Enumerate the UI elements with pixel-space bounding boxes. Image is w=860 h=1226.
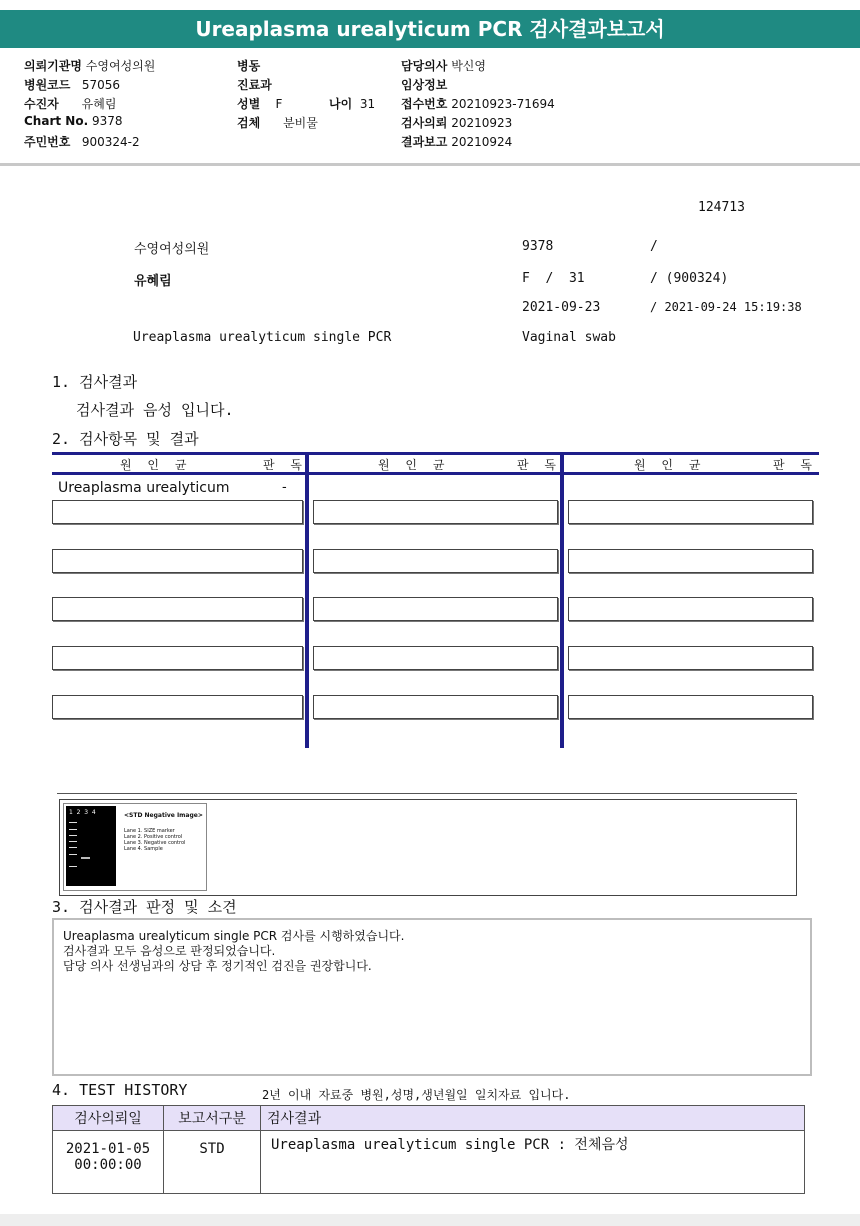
label-hospital-code: 병원코드: [24, 78, 71, 92]
gel-lane-1: Lane 1. SIZE marker: [124, 828, 175, 834]
value-resident-no: 900324-2: [81, 135, 140, 149]
value-sex: F: [275, 97, 283, 111]
info-name: 유혜림: [134, 274, 172, 289]
header-bacteria-3: 원 인 균: [634, 458, 707, 472]
history-date: 2021-01-05: [65, 1141, 151, 1157]
result-cell: [568, 500, 813, 524]
header-judge-1: 판 독: [263, 458, 308, 472]
label-specimen: 검체: [237, 116, 261, 130]
gel-title: <STD Negative Image>: [124, 812, 203, 819]
history-type: STD: [164, 1131, 261, 1194]
label-department: 진료과: [237, 78, 272, 92]
label-hospital: 의뢰기관명: [24, 59, 82, 73]
header-col3: [401, 57, 661, 152]
info-hospital: 수영여성의원: [134, 242, 210, 257]
label-chart-no: Chart No.: [24, 114, 89, 128]
table-divider-1: [305, 452, 309, 748]
value-age: 31: [359, 97, 376, 111]
opinion-line-2: 검사결과 모두 음성으로 판정되었습니다.: [63, 944, 276, 958]
section-3-title: 3. 검사결과 판정 및 소견: [52, 898, 237, 916]
opinion-line-3: 담당 의사 선생님과의 상담 후 정기적인 검진을 권장합니다.: [63, 959, 372, 973]
value-report-date: 20210924: [451, 135, 513, 149]
table-divider-2: [560, 452, 564, 748]
label-request-date: 검사의뢰: [401, 116, 448, 130]
header-col2: [237, 57, 397, 133]
header-bacteria-1: 원 인 균: [120, 458, 193, 472]
header-judge-2: 판 독: [517, 458, 562, 472]
history-table: [52, 1105, 805, 1194]
result-cell: [568, 597, 813, 621]
history-header-type: 보고서구분: [164, 1106, 261, 1131]
value-request-date: 20210923: [451, 116, 513, 130]
result-cell: [313, 549, 558, 573]
label-age: 나이: [329, 97, 353, 111]
section-2-title: 2. 검사항목 및 결과: [52, 430, 199, 448]
info-birth: / (900324): [650, 271, 729, 286]
header-divider: [0, 163, 860, 166]
label-doctor: 담당의사: [401, 59, 448, 73]
result-cell: [313, 597, 558, 621]
value-hospital-code: 57056: [81, 78, 121, 92]
value-chart-no: 9378: [91, 114, 123, 128]
result-cell: [313, 646, 558, 670]
result-cell: [568, 695, 813, 719]
result-bacteria-name: Ureaplasma urealyticum: [58, 480, 230, 496]
info-request-date: 2021-09-23: [522, 300, 601, 315]
result-cell: [568, 549, 813, 573]
gel-divider: [57, 793, 797, 794]
section-1-text: 검사결과 음성 입니다.: [76, 401, 234, 419]
gel-lane-3: Lane 3. Negative control: [124, 840, 186, 846]
info-specimen: Vaginal swab: [522, 330, 616, 345]
opinion-box: [52, 918, 812, 1076]
result-cell: [313, 500, 558, 524]
info-test-name: Ureaplasma urealyticum single PCR: [133, 330, 392, 345]
value-hospital: 수영여성의원: [85, 59, 156, 73]
footer-bar: [0, 1214, 860, 1226]
value-doctor: 박신영: [451, 59, 486, 73]
history-time: 00:00:00: [74, 1157, 142, 1173]
label-sex: 성별: [237, 97, 261, 111]
value-specimen: 분비물: [283, 116, 318, 130]
label-report-date: 결과보고: [401, 135, 448, 149]
header-judge-3: 판 독: [773, 458, 818, 472]
header-col1: [24, 57, 224, 152]
gel-legend: [124, 828, 185, 852]
table-row: [53, 1131, 805, 1194]
label-clinical-info: 임상정보: [401, 78, 448, 92]
history-result: Ureaplasma urealyticum single PCR : 전체음성: [261, 1131, 805, 1194]
result-cell: [313, 695, 558, 719]
gel-lane-2: Lane 2. Positive control: [124, 834, 183, 840]
table-top-border: [52, 452, 819, 455]
result-cell: [52, 695, 303, 719]
result-cell: [52, 549, 303, 573]
info-chart: 9378: [522, 239, 554, 254]
result-cell: [568, 646, 813, 670]
info-report-date: / 2021-09-24 15:19:38: [650, 300, 802, 314]
gel-lane-numbers: 1 2 3 4: [69, 809, 96, 816]
info-slash: /: [650, 239, 658, 254]
history-note: 2년 이내 자료중 병원,성명,생년월일 일치자료 입니다.: [262, 1088, 571, 1102]
opinion-line-1: Ureaplasma urealyticum single PCR 검사를 시행하였습니다.: [63, 929, 405, 943]
result-cell: [52, 597, 303, 621]
report-code: 124713: [698, 200, 745, 215]
result-judgement: -: [282, 480, 287, 495]
label-receipt-no: 접수번호: [401, 97, 448, 111]
result-cell: [52, 646, 303, 670]
value-receipt-no: 20210923-71694: [451, 97, 555, 111]
header-bacteria-2: 원 인 균: [378, 458, 451, 472]
gel-image: [66, 806, 116, 886]
report-title: Ureaplasma urealyticum PCR 검사결과보고서: [0, 10, 860, 48]
label-patient: 수진자: [24, 97, 59, 111]
label-resident-no: 주민번호: [24, 135, 71, 149]
history-header-date: 검사의뢰일: [53, 1106, 164, 1131]
value-patient: 유혜림: [81, 97, 117, 111]
section-4-title: 4. TEST HISTORY: [52, 1081, 188, 1099]
result-cell: [52, 500, 303, 524]
history-header-result: 검사결과: [261, 1106, 805, 1131]
label-ward: 병동: [237, 59, 261, 73]
section-1-title: 1. 검사결과: [52, 373, 138, 391]
gel-lane-4: Lane 4. Sample: [124, 846, 163, 852]
info-sex-age: F / 31: [522, 271, 585, 286]
